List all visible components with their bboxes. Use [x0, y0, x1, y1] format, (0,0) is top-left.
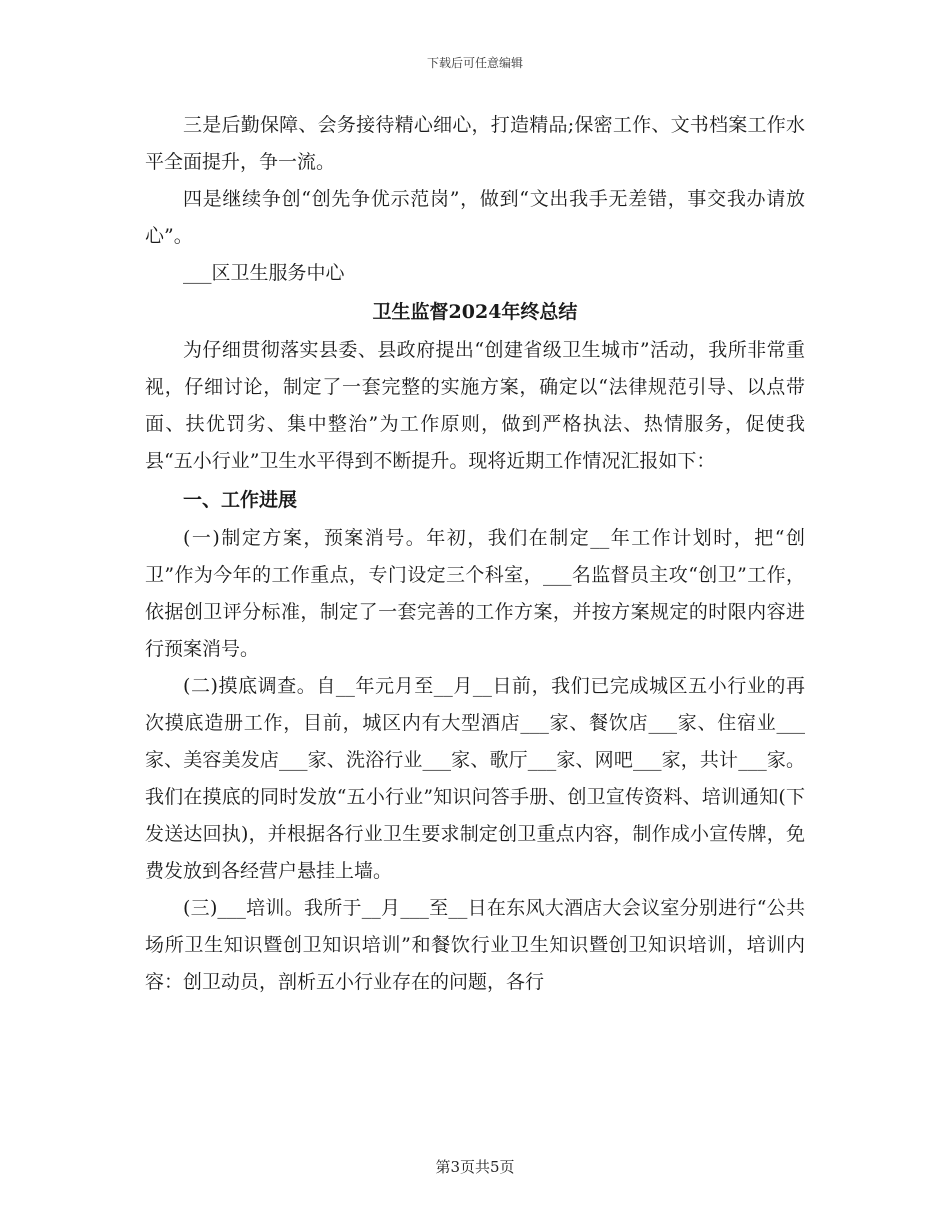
paragraph-survey: (二)摸底调查。自__年元月至__月__日前，我们已完成城区五小行业的再次摸底造册工作，目前，城区内有大型酒店___家、餐饮店___家、住宿业___家、美容美发店___家、洗浴行业___家、歌厅___家、网吧___家，共计___家。我们在摸底的同时发放“五小行业”知识问答手册、创卫宣传资料、培训通知(下发送达回执)，并根据各行业卫生要求制定创卫重点内容，制作成小宣传牌，免费发放到各经营户悬挂上墙。 [145, 675, 805, 882]
paragraph-model-post: 四是继续争创“创先争优示范岗”，做到“文出我手无差错，事交我办请放心”。 [145, 188, 805, 247]
paragraph-intro: 为仔细贯彻落实县委、县政府提出“创建省级卫生城市”活动，我所非常重视，仔细讨论，制定了一套完整的实施方案，确定以“法律规范引导、以点带面、扶优罚劣、集中整治”为工作原则，做到严格执法、热情服务，促使我县“五小行业”卫生水平得到不断提升。现将近期工作情况汇报如下： [145, 339, 805, 472]
paragraph-plan: (一)制定方案，预案消号。年初，我们在制定__年工作计划时，把“创卫”作为今年的工作重点，专门设定三个科室，___名监督员主攻“创卫”工作，依据创卫评分标准，制定了一套完善的工作方案，并按方案规定的时限内容进行预案消号。 [145, 527, 805, 660]
page-number: 第3页共5页 [435, 1158, 515, 1176]
paragraph-logistics: 三是后勤保障、会务接待精心细心，打造精品;保密工作、文书档案工作水平全面提升，争一流。 [145, 114, 805, 173]
section-heading-progress: 一、工作进展 [183, 489, 298, 511]
document-body [145, 107, 805, 1001]
paragraph-training: (三)___培训。我所于__月___至__日在东风大酒店大会议室分别进行“公共场所卫生知识暨创卫知识培训”和餐饮行业卫生知识暨创卫知识培训，培训内容：创卫动员，剖析五小行业存在的问题，各行 [145, 897, 805, 993]
document-title: 卫生监督2024年终总结 [372, 301, 578, 323]
page-header-note: 下载后可任意编辑 [426, 56, 523, 70]
signature-organization: ___区卫生服务中心 [183, 262, 345, 284]
